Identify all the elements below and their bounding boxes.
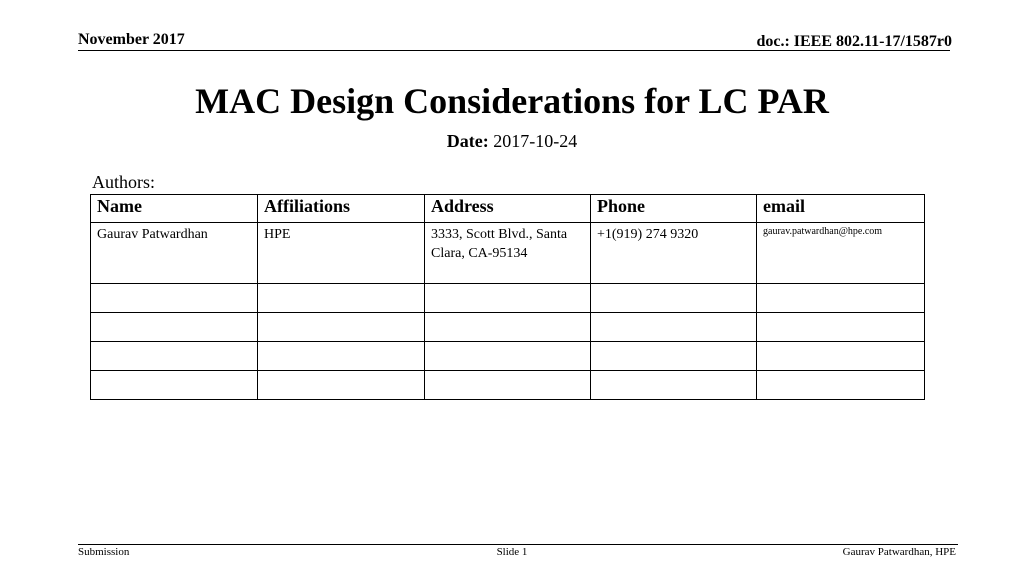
author-address-cell: 3333, Scott Blvd., Santa Clara, CA-95134 bbox=[425, 223, 591, 284]
empty-cell bbox=[757, 313, 925, 342]
table-row-empty bbox=[91, 371, 925, 400]
empty-cell bbox=[591, 313, 757, 342]
column-header-address: Address bbox=[425, 195, 591, 223]
table-header-row bbox=[91, 195, 925, 223]
date-value: 2017-10-24 bbox=[493, 131, 578, 151]
author-phone-cell: +1(919) 274 9320 bbox=[591, 223, 757, 284]
empty-cell bbox=[91, 371, 258, 400]
author-name-cell: Gaurav Patwardhan bbox=[91, 223, 258, 284]
column-header-name: Name bbox=[91, 195, 258, 223]
column-header-phone: Phone bbox=[591, 195, 757, 223]
header-doc-id: doc.: IEEE 802.11-17/1587r0 bbox=[756, 33, 952, 50]
footer-author: Gaurav Patwardhan, HPE bbox=[842, 546, 956, 558]
empty-cell bbox=[258, 342, 425, 371]
column-header-affiliations: Affiliations bbox=[258, 195, 425, 223]
author-email-cell: gaurav.patwardhan@hpe.com bbox=[757, 223, 925, 284]
footer-divider bbox=[78, 544, 958, 545]
author-affiliation-cell: HPE bbox=[258, 223, 425, 284]
empty-cell bbox=[91, 284, 258, 313]
table-row-empty bbox=[91, 284, 925, 313]
empty-cell bbox=[425, 313, 591, 342]
authors-label: Authors: bbox=[92, 172, 155, 192]
empty-cell bbox=[258, 313, 425, 342]
footer-slide-number: Slide 1 bbox=[496, 546, 528, 558]
header-divider bbox=[78, 50, 950, 51]
table-row-empty bbox=[91, 313, 925, 342]
table-row-empty bbox=[91, 342, 925, 371]
empty-cell bbox=[757, 342, 925, 371]
empty-cell bbox=[591, 284, 757, 313]
date-label: Date: bbox=[446, 131, 489, 151]
date-line bbox=[0, 131, 1024, 152]
column-header-email: email bbox=[757, 195, 925, 223]
empty-cell bbox=[425, 342, 591, 371]
authors-table bbox=[90, 194, 925, 400]
empty-cell bbox=[425, 284, 591, 313]
empty-cell bbox=[591, 342, 757, 371]
empty-cell bbox=[757, 284, 925, 313]
empty-cell bbox=[425, 371, 591, 400]
slide-title: MAC Design Considerations for LC PAR bbox=[195, 81, 829, 121]
header-date: November 2017 bbox=[78, 31, 185, 48]
empty-cell bbox=[91, 313, 258, 342]
empty-cell bbox=[757, 371, 925, 400]
footer-submission: Submission bbox=[78, 546, 130, 558]
empty-cell bbox=[258, 284, 425, 313]
empty-cell bbox=[258, 371, 425, 400]
empty-cell bbox=[591, 371, 757, 400]
table-row bbox=[91, 223, 925, 284]
empty-cell bbox=[91, 342, 258, 371]
